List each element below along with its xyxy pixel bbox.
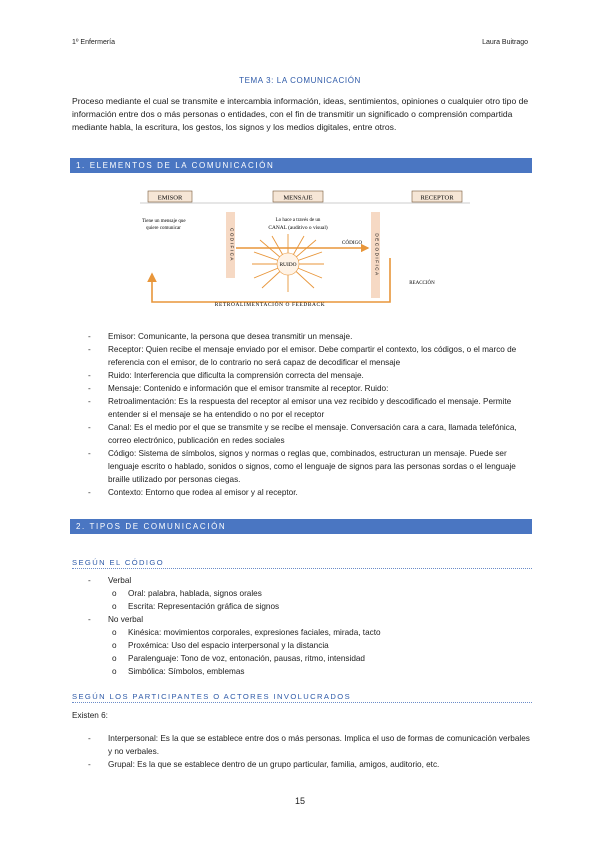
subsection-divider: [72, 568, 532, 569]
circle-bullet: o: [112, 667, 117, 676]
list-item: [88, 486, 534, 499]
no-verbal-paralenguaje-text: Paralenguaje: Tono de voz, entonación, pausas, ritmo, intensidad: [128, 654, 365, 663]
section-heading-tipos: 2. TIPOS DE COMUNICACIÓN: [70, 519, 532, 534]
no-verbal-simbolica-text: Simbólica: Símbolos, emblemas: [128, 667, 245, 676]
verbal-oral-text: Oral: palabra, hablada, signos orales: [128, 589, 262, 598]
header-author: Laura Buitrago: [482, 39, 528, 46]
dash-bullet: -: [88, 423, 91, 432]
participantes-interpersonal-text: Interpersonal: Es la que se establece entre dos o más personas. Implica el uso de formas de comunicación verbales y no verbales.: [108, 734, 530, 756]
subsection-heading-participantes: SEGÚN LOS PARTICIPANTES O ACTORES INVOLUCRADOS: [72, 692, 352, 701]
feedback-label: RETROALIMENTACIÓN O FEEDBACK: [214, 302, 326, 308]
element-contexto-text: Contexto: Entorno que rodea al emisor y al receptor.: [108, 488, 298, 497]
subsection-heading-codigo: SEGÚN EL CÓDIGO: [72, 558, 165, 567]
page-number: 15: [294, 796, 305, 806]
codigo-label: CÓDIGO: [341, 240, 363, 246]
emisor-label: EMISOR: [157, 194, 183, 202]
emisor-text-line2: quiere comunicar: [146, 226, 181, 231]
list-item: [88, 600, 534, 613]
list-item: [88, 343, 534, 369]
canal-text-line2: CANAL (auditivo o visual): [268, 225, 328, 231]
list-item: [88, 369, 534, 382]
dash-bullet: -: [88, 345, 91, 354]
element-canal-text: Canal: Es el medio por el que se transmite y se recibe el mensaje. Conversación cara a cara, llamada telefónica, correo electrónico, publicación en redes sociales: [108, 423, 517, 445]
element-emisor-text: Emisor: Comunicante, la persona que desea transmitir un mensaje.: [108, 332, 353, 341]
list-item: [88, 652, 534, 665]
no-verbal-proxemica-text: Proxémica: Uso del espacio interpersonal y la distancia: [128, 641, 329, 650]
element-codigo-text: Código: Sistema de símbolos, signos y normas o reglas que, combinados, estructuran un mensaje. Puede ser lenguaje escrito o hablado, sonidos o signos, como el lenguaje de signos para las personas sordas o el lenguaje braille utilizado por personas ciegas.: [108, 449, 516, 484]
list-item: [88, 613, 534, 626]
no-verbal-kinesica-text: Kinésica: movimientos corporales, expresiones faciales, mirada, tacto: [128, 628, 381, 637]
element-receptor-text: Receptor: Quien recibe el mensaje enviado por el emisor. Debe compartir el contexto, los códigos, o el marco de referencia con el emisor, de lo contrario no será capaz de decodificar el mensaje: [108, 345, 517, 367]
list-item: [88, 758, 534, 771]
reaccion-label: REACCIÓN: [409, 281, 435, 286]
circle-bullet: o: [112, 589, 117, 598]
list-item: [88, 639, 534, 652]
page-title: TEMA 3: LA COMUNICACIÓN: [239, 76, 361, 85]
participantes-list: [88, 732, 534, 771]
canal-text-line1: Lo hace a través de un: [275, 218, 321, 223]
circle-bullet: o: [112, 602, 117, 611]
ruido-label: RUIDO: [279, 262, 297, 268]
participantes-grupal-text: Grupal: Es la que se establece dentro de un grupo particular, familia, amigos, auditorio, etc.: [108, 760, 440, 769]
participantes-lead: Existen 6:: [72, 711, 108, 720]
group-label-verbal: Verbal: [108, 576, 132, 585]
verbal-escrita-text: Escrita: Representación gráfica de signos: [128, 602, 280, 611]
element-ruido-text: Ruido: Interferencia que dificulta la comprensión correcta del mensaje.: [108, 371, 364, 380]
dash-bullet: -: [88, 615, 91, 624]
list-item: [88, 574, 534, 587]
dash-bullet: -: [88, 332, 91, 341]
dash-bullet: -: [88, 384, 91, 393]
section-heading-elementos: 1. ELEMENTOS DE LA COMUNICACIÓN: [70, 158, 532, 173]
list-item: [88, 587, 534, 600]
dash-bullet: -: [88, 734, 91, 743]
circle-bullet: o: [112, 628, 117, 637]
element-retroalimentacion-text: Retroalimentación: Es la respuesta del receptor al emisor una vez recibido y descodificado el mensaje. Permite entender si el mensaje se ha entendido o no por el receptor: [108, 397, 512, 419]
communication-diagram: [140, 188, 470, 314]
header-course: 1º Enfermería: [72, 39, 116, 46]
decodifica-label: DECODIFICA: [374, 233, 380, 277]
list-item: [88, 626, 534, 639]
subsection-divider: [72, 702, 532, 703]
list-item: [88, 330, 534, 343]
element-mensaje-text: Mensaje: Contenido e información que el emisor transmite al receptor. Ruido:: [108, 384, 389, 393]
dash-bullet: -: [88, 576, 91, 585]
dash-bullet: -: [88, 397, 91, 406]
list-item: [88, 421, 534, 447]
list-item: [88, 382, 534, 395]
receptor-label: RECEPTOR: [420, 194, 454, 202]
list-item: [88, 732, 534, 758]
list-item: [88, 665, 534, 678]
intro-paragraph: Proceso mediante el cual se transmite e intercambia información, ideas, sentimientos, opiniones o cualquier otro tipo de información entre dos o más personas o entidades, con el fin de transmitir un significado o comprensión compartida mediante habla, la escritura, los gestos, los signos y los medios digitales, entre otros.: [72, 96, 529, 132]
dash-bullet: -: [88, 488, 91, 497]
elements-list: [88, 330, 534, 499]
dash-bullet: -: [88, 760, 91, 769]
group-label-no-verbal: No verbal: [108, 615, 144, 624]
dash-bullet: -: [88, 449, 91, 458]
codigo-types-list: [88, 574, 534, 678]
list-item: [88, 395, 534, 421]
dash-bullet: -: [88, 371, 91, 380]
circle-bullet: o: [112, 641, 117, 650]
mensaje-label: MENSAJE: [283, 194, 313, 202]
codifica-label: CODIFICA: [229, 228, 235, 262]
emisor-text-line1: Tiene un mensaje que: [142, 219, 186, 224]
circle-bullet: o: [112, 654, 117, 663]
list-item: [88, 447, 534, 486]
